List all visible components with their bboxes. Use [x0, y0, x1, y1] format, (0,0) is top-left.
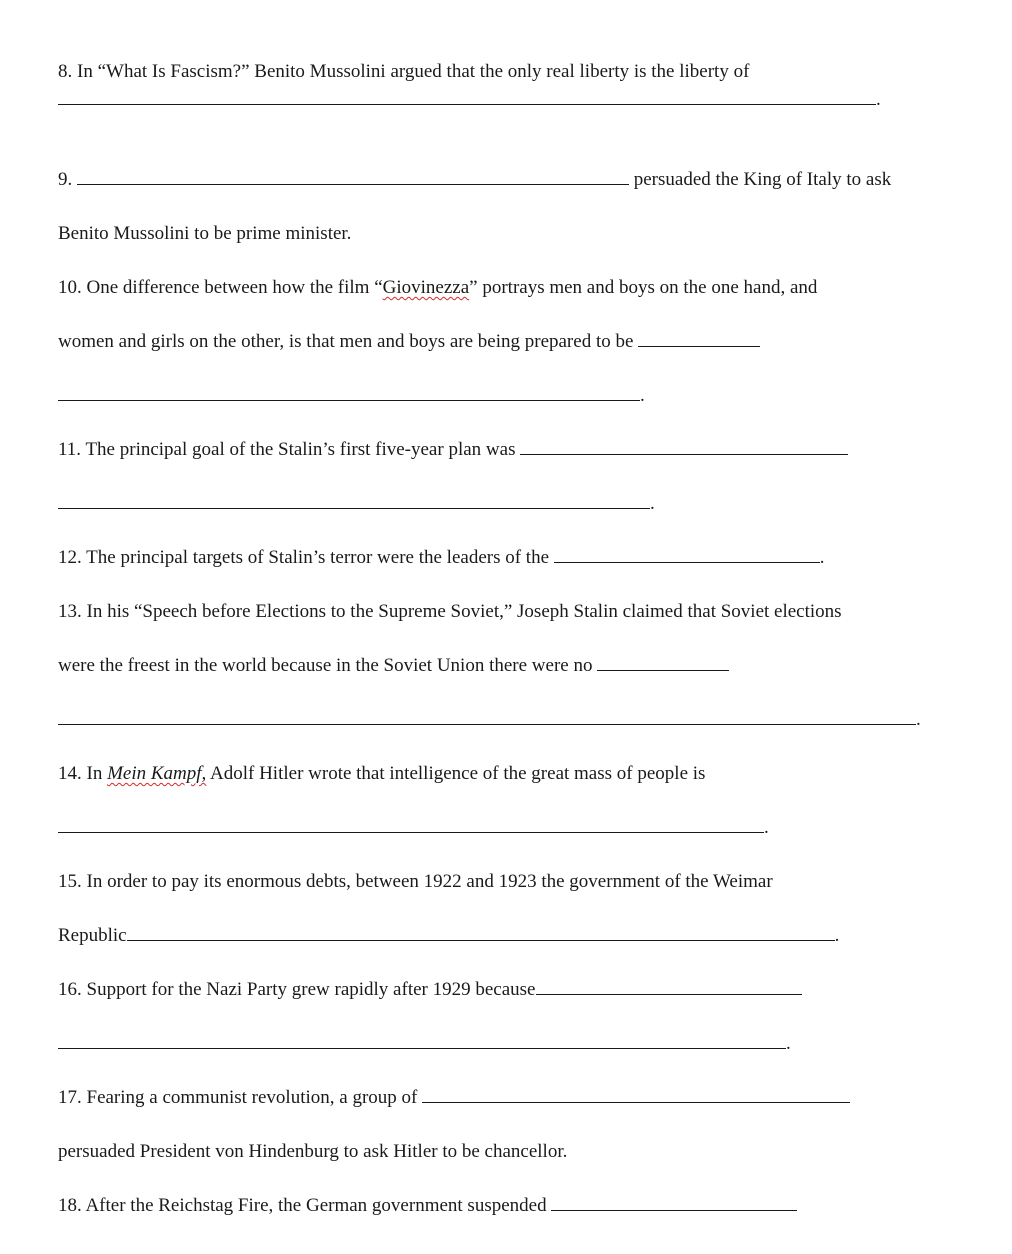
q13-line-3	[58, 708, 921, 732]
q18-text: 18. After the Reichstag Fire, the German government suspended	[58, 1195, 552, 1216]
q15-end-period: .	[834, 925, 840, 946]
q9-number: 9.	[58, 169, 73, 190]
q14-book-title: Mein Kampf,	[107, 763, 207, 784]
q10-text-line-2: women and girls on the other, is that men and boys are being prepared to be	[58, 331, 639, 352]
q10-line-3	[58, 384, 645, 408]
q17-line-1	[58, 1086, 850, 1110]
q16-end-period: .	[786, 1033, 791, 1054]
q14-answer-blank[interactable]	[58, 816, 764, 833]
q16-line-1	[58, 978, 802, 1002]
q13-text: 13. In his “Speech before Elections to the Supreme Soviet,” Joseph Stalin claimed that Soviet elections	[58, 601, 842, 622]
q11-answer-blank-1[interactable]	[520, 438, 848, 455]
q10-answer-blank-2[interactable]	[58, 384, 640, 401]
q11-line-2	[58, 492, 655, 516]
q10-text-end: ” portrays men and boys on the one hand, and	[469, 277, 818, 298]
q11-line-1	[58, 438, 848, 462]
q9-text-continued: Benito Mussolini to be prime minister.	[58, 223, 352, 244]
q13-line-2	[58, 654, 729, 678]
q14-text-end: Adolf Hitler wrote that intelligence of the great mass of people is	[206, 763, 706, 784]
q14-line-1	[58, 762, 705, 786]
q15-text-line-2: Republic	[58, 925, 127, 946]
q17-text: 17. Fearing a communist revolution, a group of	[58, 1087, 423, 1108]
q15-answer-blank[interactable]	[127, 924, 835, 941]
q12-line-1	[58, 546, 825, 570]
q9-answer-blank[interactable]	[77, 168, 629, 185]
q17-answer-blank[interactable]	[422, 1086, 850, 1103]
q18-answer-blank[interactable]	[551, 1194, 797, 1211]
q10-answer-blank-1[interactable]	[638, 330, 760, 347]
q10-end-period: .	[640, 385, 645, 406]
q12-end-period: .	[819, 547, 825, 568]
q16-answer-blank-1[interactable]	[536, 978, 802, 995]
q15-line-2	[58, 924, 839, 948]
q9-text: persuaded the King of Italy to ask	[629, 169, 892, 190]
q11-answer-blank-2[interactable]	[58, 492, 650, 509]
q8-line-1	[58, 60, 749, 84]
q11-end-period: .	[650, 493, 655, 514]
q15-line-1	[58, 870, 773, 894]
q16-line-2	[58, 1032, 791, 1056]
q10-film-title: Giovinezza	[382, 277, 470, 298]
q13-line-1	[58, 600, 842, 624]
q12-text: 12. The principal targets of Stalin’s terror were the leaders of the	[58, 547, 554, 568]
q14-text-start: 14. In	[58, 763, 108, 784]
q15-text: 15. In order to pay its enormous debts, between 1922 and 1923 the government of the Weimar	[58, 871, 773, 892]
q13-text-line-2: were the freest in the world because in the Soviet Union there were no	[58, 655, 598, 676]
q11-text: 11. The principal goal of the Stalin’s first five-year plan was	[58, 439, 521, 460]
q14-end-period: .	[764, 817, 769, 838]
q10-text-start: 10. One difference between how the film “	[58, 277, 383, 298]
q17-text-line-2: persuaded President von Hindenburg to ask Hitler to be chancellor.	[58, 1141, 568, 1162]
q13-answer-blank-2[interactable]	[58, 708, 916, 725]
q8-answer-blank[interactable]	[58, 88, 876, 105]
q16-text: 16. Support for the Nazi Party grew rapidly after 1929 because	[58, 979, 536, 1000]
q8-line-2	[58, 88, 881, 112]
q18-line-1	[58, 1194, 797, 1218]
q13-end-period: .	[916, 709, 921, 730]
q9-line-1	[58, 168, 891, 192]
q16-answer-blank-2[interactable]	[58, 1032, 786, 1049]
q8-end-period: .	[876, 89, 881, 110]
q8-text: 8. In “What Is Fascism?” Benito Mussolini argued that the only real liberty is the liberty of	[58, 61, 750, 82]
q13-answer-blank-1[interactable]	[597, 654, 729, 671]
q12-answer-blank[interactable]	[554, 546, 820, 563]
q14-line-2	[58, 816, 769, 840]
q17-line-2	[58, 1140, 567, 1164]
q10-line-1	[58, 276, 817, 300]
q10-line-2	[58, 330, 760, 354]
q9-line-2	[58, 222, 351, 246]
